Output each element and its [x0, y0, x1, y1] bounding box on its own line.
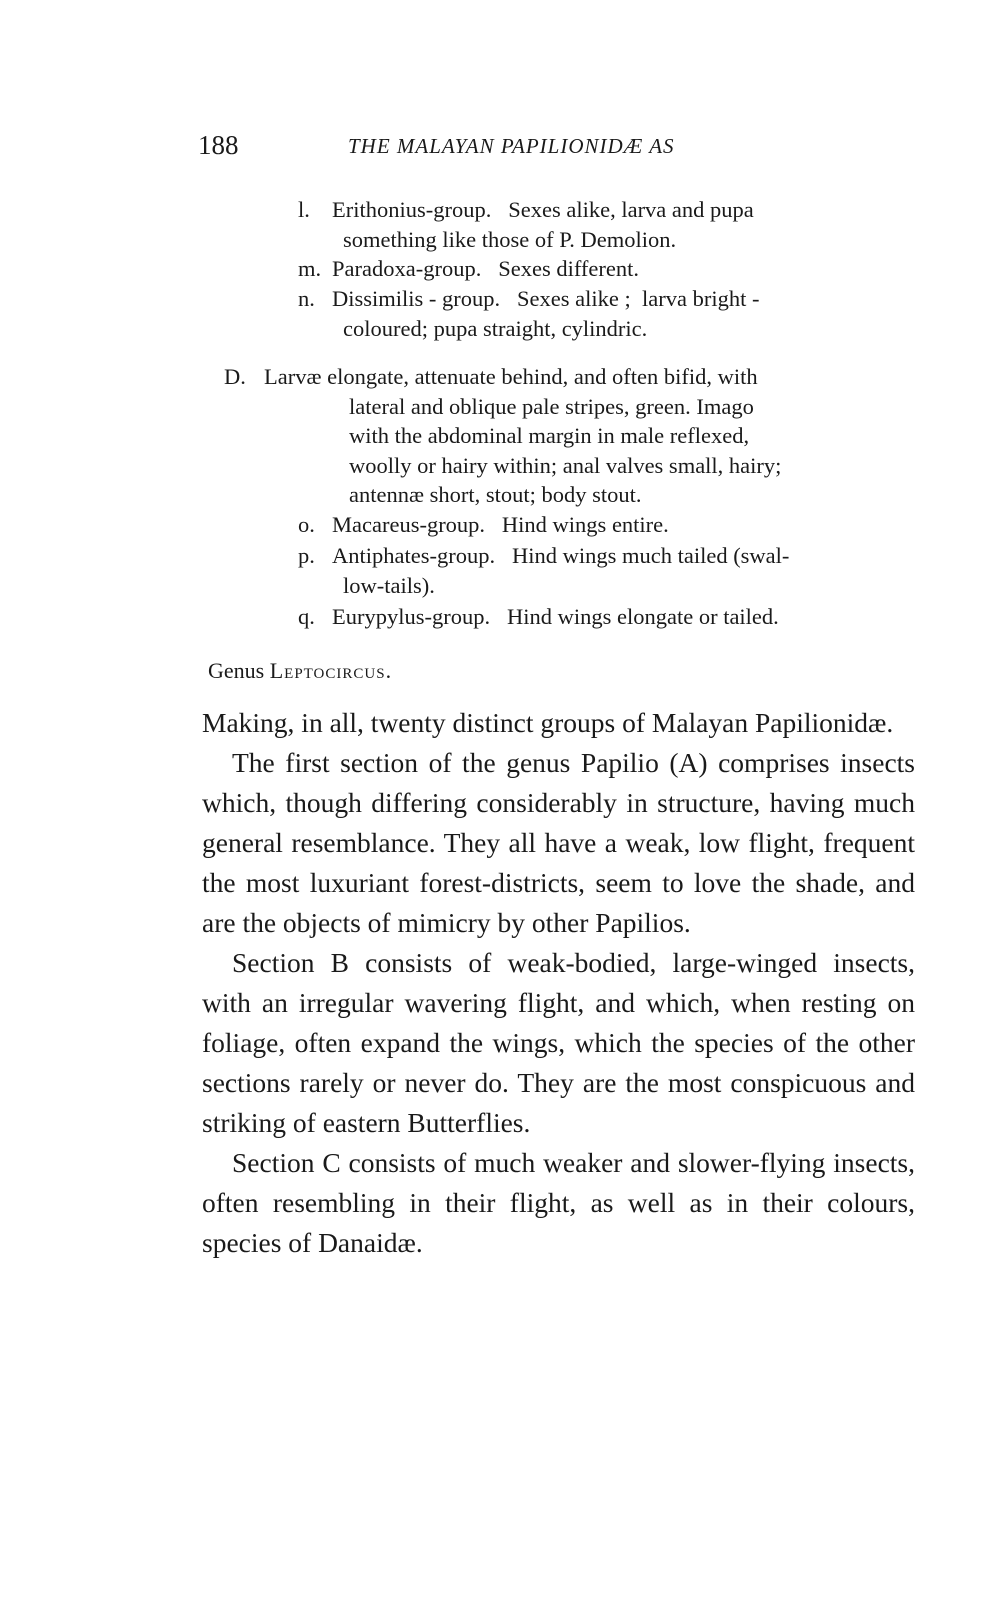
outline-section-d: D. Larvæ elongate, attenuate behind, and often bifid, with lateral and oblique pale stripes, green. Imago with the abdominal margin in male reflexed, woolly or hairy within; anal valves small, hairy; antennæ short, stout; body stout. [224, 364, 782, 507]
outline-item-o: o. Macareus-group. Hind wings entire. [298, 512, 669, 537]
genus-name: Leptocircus. [269, 658, 393, 683]
paragraph-1: Making, in all, twenty distinct groups of Malayan Papilionidæ. [202, 707, 894, 738]
paragraph-2: The first section of the genus Papilio (A) comprises insects which, though differing considerably in structure, having much general resemblance. They all have a weak, low flight, frequent the most luxuriant forest-districts, seem to love the shade, and are the objects of mimicry by other Papilios. [202, 747, 915, 938]
paragraph-3: Section B consists of weak-bodied, large-winged insects, with an irregular wavering flight, and which, when resting on foliage, often expand the wings, which the species of the other sections rarely or never do. They are the most conspicuous and striking of eastern Butterflies. [202, 947, 915, 1138]
running-head: THE MALAYAN PAPILIONIDÆ AS [348, 134, 675, 158]
outline-item-n: n. Dissimilis - group. Sexes alike ; larva bright - coloured; pupa straight, cylindric. [298, 286, 760, 341]
page-header [198, 130, 918, 164]
page-number: 188 [198, 130, 239, 160]
body-text [202, 703, 915, 1263]
paragraph-4: Section C consists of much weaker and slower-flying insects, often resembling in their flight, as well as in their colours, species of Danaidæ. [202, 1147, 915, 1258]
outline-item-q: q. Eurypylus-group. Hind wings elongate or tailed. [298, 604, 779, 629]
outline-item-m: m. Paradoxa-group. Sexes different. [298, 256, 639, 281]
outline-item-l: l. Erithonius-group. Sexes alike, larva and pupa something like those of P. Demolion. [298, 197, 754, 252]
genus-line: Genus Leptocircus. [208, 658, 393, 683]
outline-item-p: p. Antiphates-group. Hind wings much tailed (swal- low-tails). [298, 543, 790, 598]
